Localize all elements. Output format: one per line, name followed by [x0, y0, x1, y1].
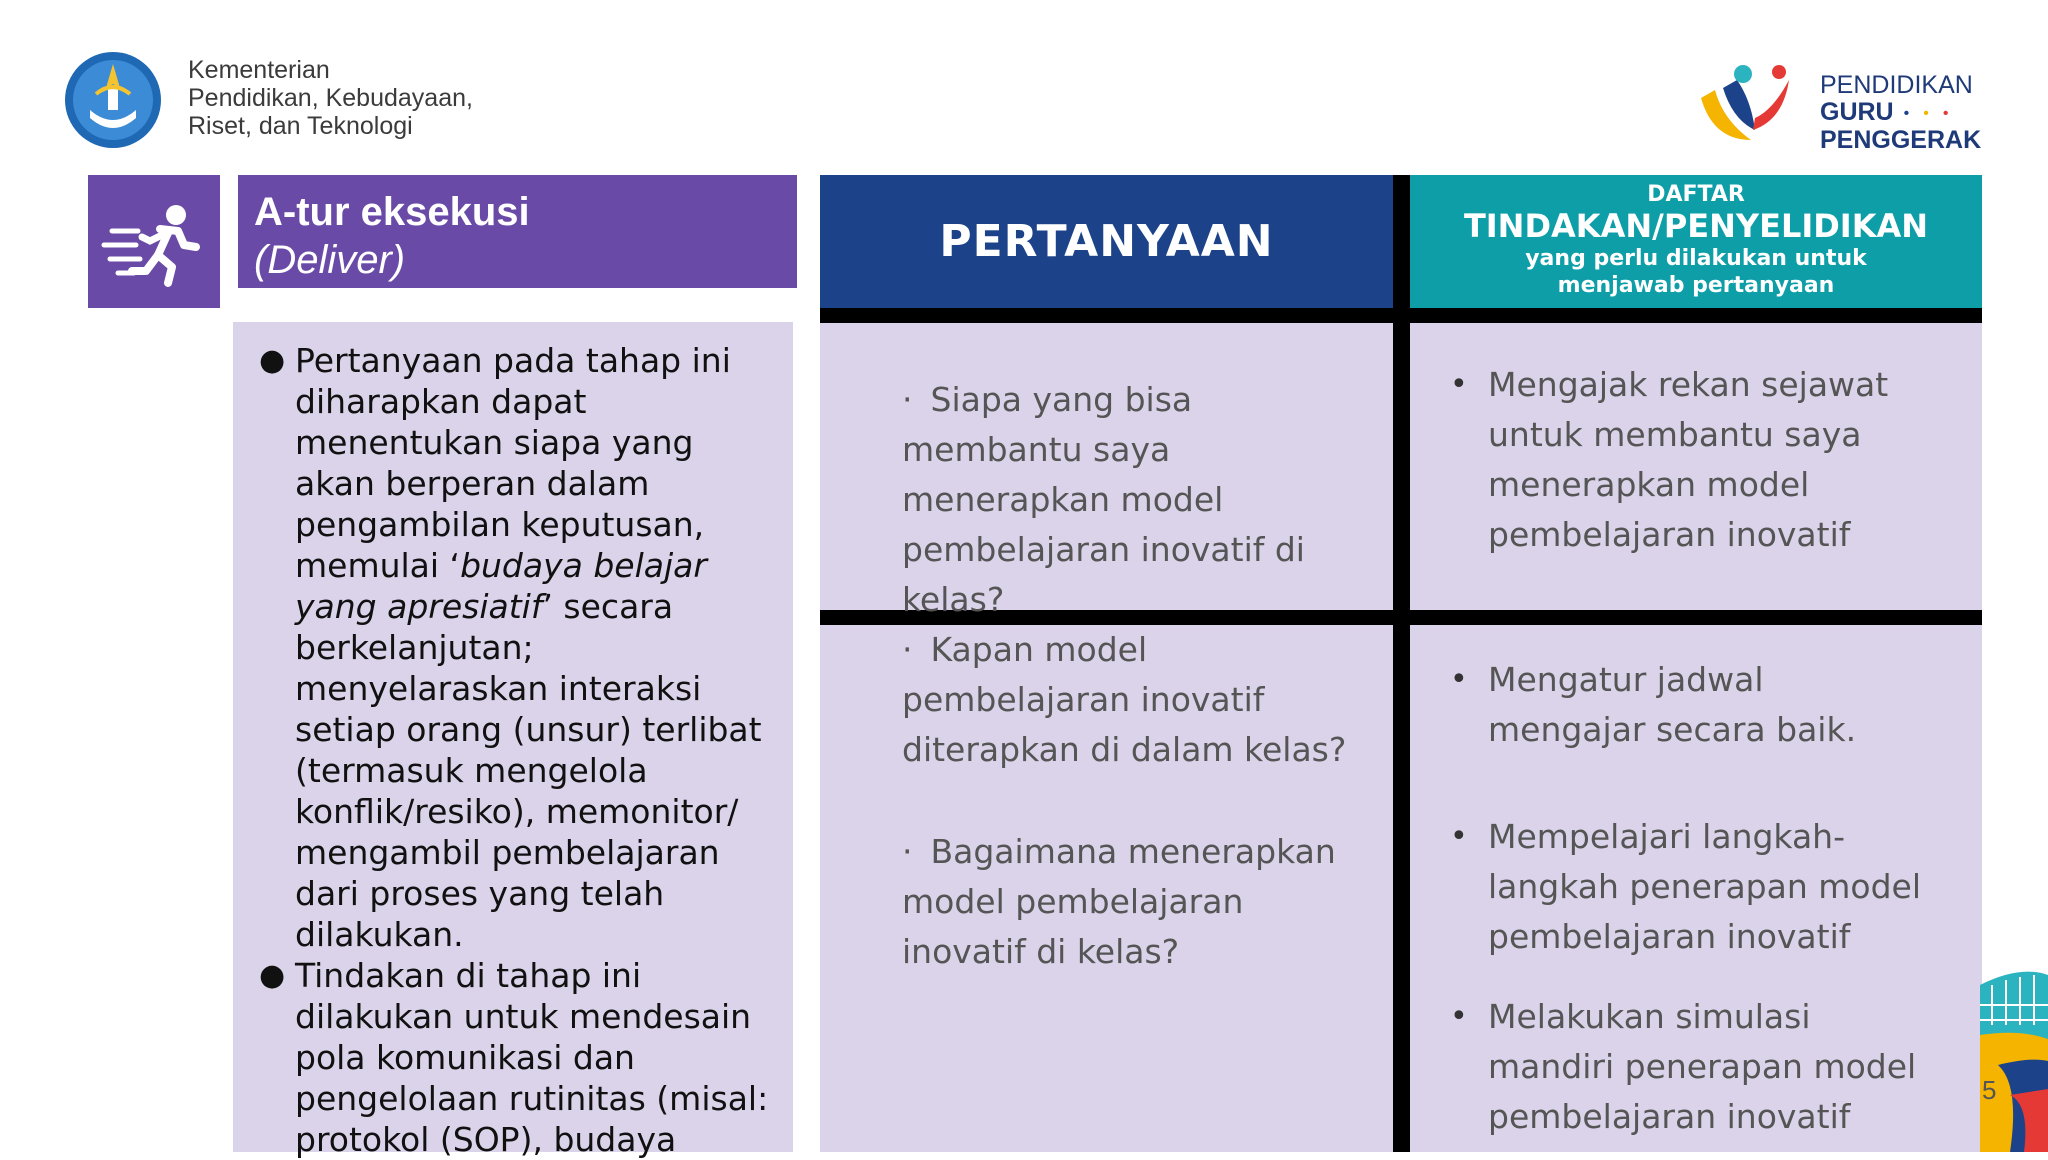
program-line: GURU: [1820, 98, 1894, 126]
action-cell: [1410, 625, 1982, 1152]
action-header-title: TINDAKAN/PENYELIDIKAN: [1463, 207, 1929, 245]
action-item: [1450, 655, 1928, 755]
dots-decoration: •••: [1903, 104, 1963, 122]
program-name: [1820, 72, 1981, 154]
action-text: Mengajak rekan sejawat untuk membantu saya menerapkan model pembelajaran inovatif: [1488, 365, 1889, 554]
question-item: [902, 625, 1352, 797]
action-header-line: menjawab pertanyaan: [1557, 273, 1835, 298]
question-item: [902, 827, 1352, 977]
description-list: [259, 340, 773, 1160]
ministry-line: Pendidikan, Kebudayaan,: [188, 84, 473, 112]
running-person-icon: [88, 175, 220, 308]
page-number: 5: [1982, 1075, 1997, 1105]
bullet-text: Pertanyaan pada tahap ini diharapkan dapat menentukan siapa yang akan berperan dalam pengambilan keputusan, memulai ‘: [295, 341, 731, 585]
bullet-icon: ●: [259, 343, 286, 378]
bullet-icon: •: [1450, 819, 1468, 854]
list-item: [259, 340, 773, 955]
question-action-table: [820, 175, 1982, 1152]
action-item: [1450, 360, 1928, 610]
ministry-name: [188, 56, 473, 140]
question-cell: [820, 625, 1393, 1152]
action-cell: [1410, 323, 1982, 610]
action-text: Melakukan simulasi mandiri penerapan model pembelajaran inovatif: [1488, 997, 1917, 1136]
action-text: Mempelajari langkah-langkah penerapan model pembelajaran inovatif: [1488, 817, 1921, 956]
program-line: PENDIDIKAN: [1820, 71, 1973, 99]
ministry-line: Riset, dan Teknologi: [188, 112, 413, 140]
stage-title: A-tur eksekusi: [254, 190, 530, 234]
guru-penggerak-logo-icon: [1693, 60, 1803, 155]
action-item: [1450, 992, 1928, 1142]
question-text: Bagaimana menerapkan model pembelajaran inovatif di kelas?: [902, 832, 1336, 971]
bullet-icon: •: [1450, 999, 1468, 1034]
running-person-tile: [88, 175, 220, 308]
action-header-line: yang perlu dilakukan untuk: [1525, 246, 1867, 271]
kemendikbud-logo-icon: [60, 50, 166, 150]
bullet-text: ’ secara berkelanjutan; menyelaraskan interaksi setiap orang (unsur) terlibat (termasuk mengelola konflik/resiko), memonitor/ mengambil pembelajaran dari proses yang telah dilakukan.: [295, 587, 762, 954]
action-header-line: DAFTAR: [1647, 182, 1745, 207]
stage-title-banner: [238, 175, 797, 288]
bullet-icon: ●: [259, 958, 286, 993]
stage-subtitle: (Deliver): [254, 238, 406, 282]
bullet-icon: ·: [902, 630, 913, 669]
bullet-icon: •: [1450, 662, 1468, 697]
program-line: PENGGERAK: [1820, 125, 1982, 154]
corner-decoration-icon: [1980, 965, 2048, 1152]
question-item: [902, 375, 1352, 625]
bullet-icon: ·: [902, 832, 913, 871]
action-item: [1450, 812, 1928, 962]
list-item: [259, 955, 773, 1160]
question-text: Siapa yang bisa membantu saya menerapkan model pembelajaran inovatif di kelas?: [902, 380, 1305, 619]
action-column-header: [1410, 175, 1982, 308]
question-text: Kapan model pembelajaran inovatif diterapkan di dalam kelas?: [902, 630, 1347, 769]
bullet-italic-text: budaya belajar yang apresiatif: [295, 546, 707, 626]
stage-description-panel: [233, 322, 793, 1159]
question-column-header: PERTANYAAN: [820, 175, 1393, 308]
bullet-text: Tindakan di tahap ini dilakukan untuk mendesain pola komunikasi dan pengelolaan rutinitas (misal: protokol (SOP), budaya: [295, 956, 769, 1159]
bullet-icon: ·: [902, 380, 913, 419]
question-cell: [820, 323, 1393, 619]
ministry-line: Kementerian: [188, 56, 330, 84]
action-text: Mengatur jadwal mengajar secara baik.: [1488, 660, 1857, 749]
bullet-icon: •: [1450, 367, 1468, 402]
